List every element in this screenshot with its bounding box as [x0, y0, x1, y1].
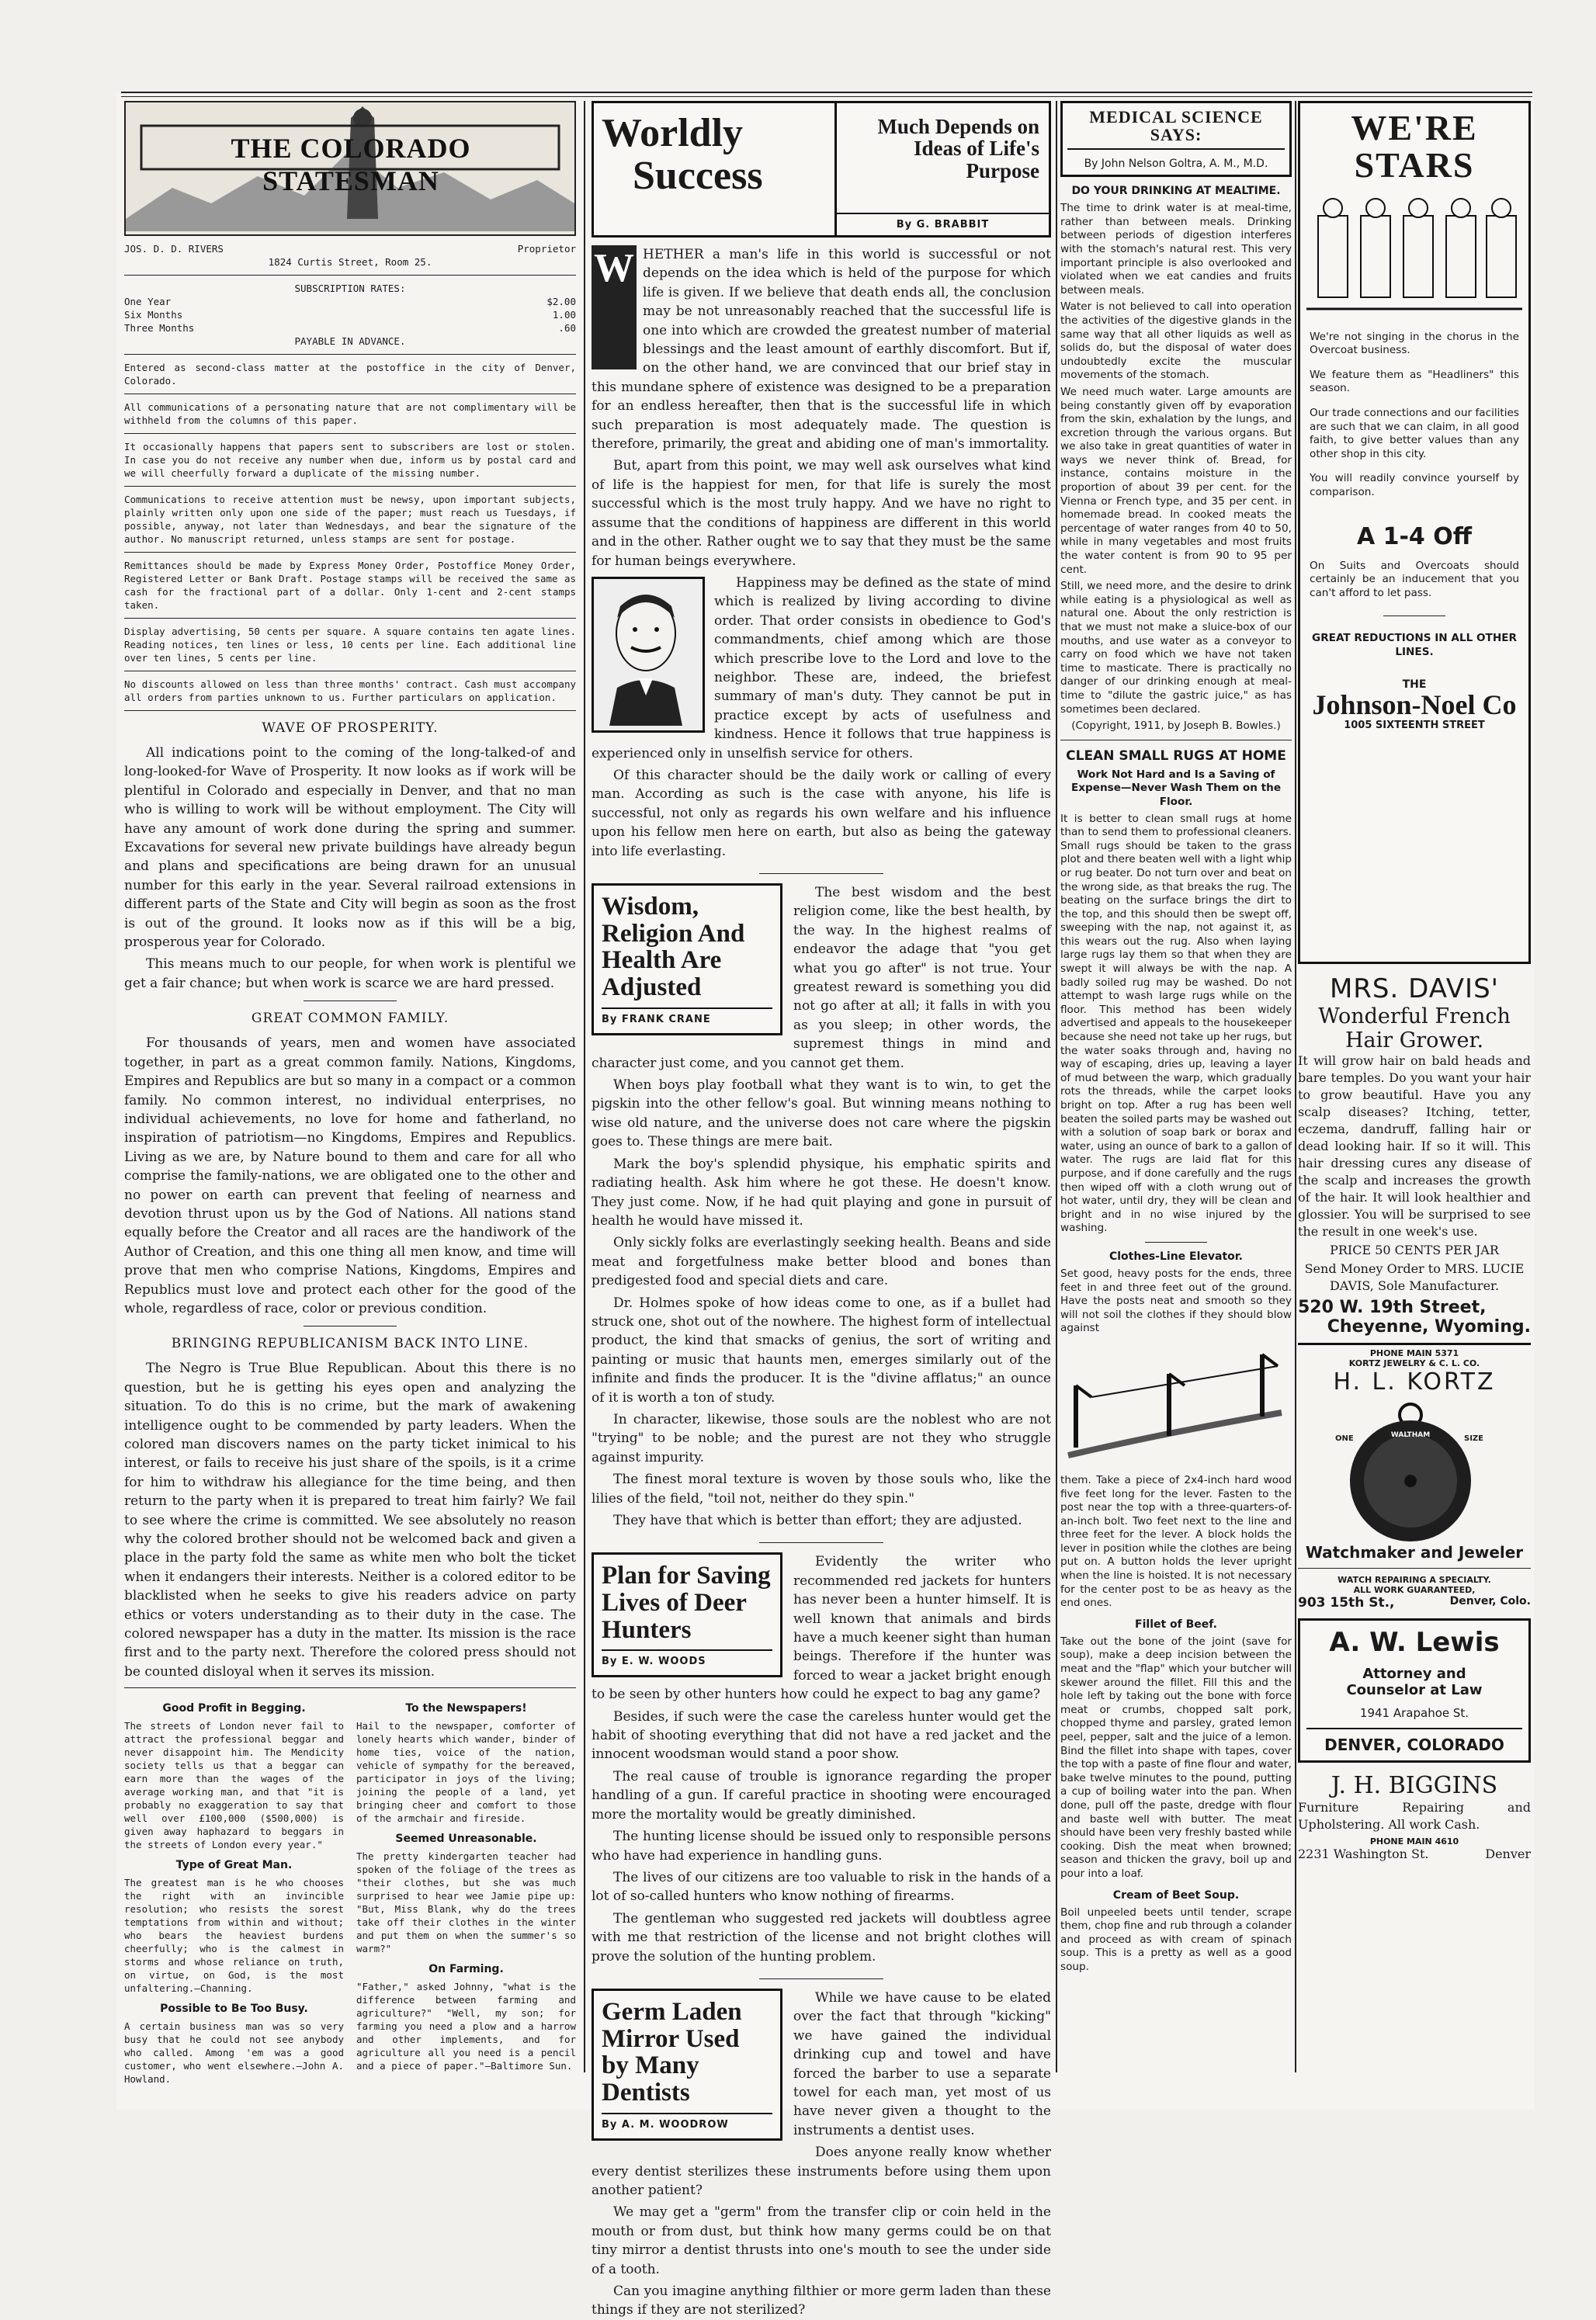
worldly-title-1: Worldly: [602, 111, 744, 155]
portrait-image: [592, 577, 705, 733]
article-paragraph: But, apart from this point, we may well ask ourselves what kind of life is the happiest for men, for that life is surely the most successful which is the most truly happy. And we have no right to assume that the conditions of happiness are different in this world and in the other. Rather ought we to say that they must be the same for human beings everywhere.: [592, 458, 1051, 569]
subscription-heading: SUBSCRIPTION RATES:: [294, 283, 406, 294]
article-paragraph: In character, likewise, those souls are the noblest who are not "trying" to be noble; and the purest are not they who struggle against impurity.: [592, 1411, 1051, 1465]
ad-biggins-text: Furniture Repairing and Upholstering. All work Cash.: [1298, 1799, 1531, 1832]
ad-lewis-address: 1941 Arapahoe St.: [1359, 1705, 1469, 1720]
ad-kortz-phone: PHONE MAIN 5371: [1369, 1347, 1459, 1358]
article-paragraph: The gentleman who suggested red jackets will doubtless agree with me that restriction of the license and not bright clothes will prove the solution of the hunting problem.: [592, 1910, 1051, 1965]
editorial-heading: BRINGING REPUBLICANISM BACK INTO LINE.: [171, 1336, 529, 1352]
ad-davis-street: 520 W. 19th Street,: [1298, 1297, 1487, 1317]
ad-johnson-noel: [1298, 101, 1531, 964]
editorial-paragraph: For thousands of years, men and women have associated together, in part as a great common family. Nations, Kingdoms, Empires and Republics are but so many in a compact or a common family. No common interest, no individual enterprises, no individual achievements, no love for home and fatherland, no inspiration of patriotism—no Kingdoms, Empires and Republics. Living as we are, by Nature bound to them and care for all who comprise the family-nations, we are obligated one to the other and no power on earth can prevent that feeling of nearness and devotion thrust upon us by the God of Nations. All nations stand equally before the Creator and all races are the handiwork of the Author of Creation, and this one thing all men know, and time will prove that men who comprise Nations, Kingdoms, Empires and Republics must love and protect each other for the good of the whole, regardless of race, color or previous condition.: [124, 1035, 576, 1316]
clothesline-text: Set good, heavy posts for the ends, three feet in and three feet out of the ground. Have the posts neat and smooth so they will not soil the clothes if they should blow against: [1060, 1267, 1292, 1335]
medical-paragraph: We need much water. Large amounts are being constantly given off by evaporation from the skin, exhalation by the lungs, and excretion through the various organs. But we also take in great quantities of water in ways we never think of. Bread, for instance, contains moisture in the proportion of about 39 per cent. for the Vienna or French type, and 35 per cent. in homemade bread. In cooked meats the percentage of water ranges from 40 to 50, while in many vegetables and most fruits the water content is from 90 to 95 per cent.: [1060, 385, 1292, 576]
drop-cap: W: [592, 245, 637, 369]
watch-one-label: ONE: [1335, 1434, 1354, 1443]
soup-heading: Cream of Beet Soup.: [1112, 1888, 1240, 1902]
ad-stars-the: THE: [1402, 678, 1427, 691]
column-household: [1060, 101, 1292, 2080]
ad-kortz-repair: WATCH REPAIRING A SPECIALTY.: [1338, 1574, 1491, 1585]
worldly-byline: By G. BRABBIT: [837, 213, 1049, 235]
rugs-headline: CLEAN SMALL RUGS AT HOME: [1066, 747, 1286, 764]
worldly-side-title: Much Depends on Ideas of Life's Purpose: [877, 115, 1039, 182]
wisdom-title: Wisdom, Religion And Health Are Adjusted: [602, 893, 745, 1001]
ad-biggins-name: J. H. BIGGINS: [1331, 1771, 1498, 1799]
publisher-name: JOS. D. D. RIVERS: [124, 243, 224, 255]
short-text: The pretty kindergarten teacher had spoken of the foliage of the trees as "their clothes, but she was much surprised to hear wee Jamie pipe up: "But, Miss Blank, why do the trees take off their clothes in the winter and put them on when the summer's so warm?": [356, 1850, 576, 1955]
deer-byline: By E. W. WOODS: [602, 1649, 772, 1667]
wisdom-title-box: [592, 883, 782, 1035]
article-paragraph: Happiness may be defined as the state of mind which is realized by living according to divine order. That order consists in obedience to God's commandments, chief among which are those which prescribe love to the Lord and love to the neighbor. These are, indeed, the briefest summary of man's duty. They cannot be put in practice except by acts of usefulness and kindness. Hence it follows that true happiness is experienced only in unselfish service for others.: [592, 574, 1051, 761]
notice: No discounts allowed on less than three months' contract. Cash must accompany all orders from parties unknown to us. Further particulars on application.: [124, 678, 576, 703]
rugs-subhead: Work Not Hard and Is a Saving of Expense—Never Wash Them on the Floor.: [1070, 768, 1282, 808]
editorial-paragraph: This means much to our people, for when work is plentiful we get a fair chance; but when work is scarce we are hard pressed.: [124, 956, 576, 991]
short-items: [124, 1694, 576, 2089]
article-paragraph: Can you imagine anything filthier or more germ laden than these things if they are not sterilized?: [592, 2284, 1051, 2318]
ad-davis-text: It will grow hair on bald heads and bare temples. Do you want your hair to grow beautiful. Have you any scalp diseases? Itching, tetter, eczema, dandruff, falling hair or dead looking hair. If so it will. This hair dressing cures any disease of the scalp and increases the growth of the hair. It will look healthier and glossier. You will be surprised to see the result in one week's use.: [1298, 1053, 1531, 1239]
column-rule: [584, 101, 585, 2072]
medical-banner: MEDICAL SCIENCE SAYS:: [1067, 108, 1285, 150]
clothesline-heading: Clothes-Line Elevator.: [1109, 1250, 1243, 1263]
deer-title-box: [592, 1552, 782, 1677]
publisher-role: Proprietor: [517, 243, 576, 255]
ad-kortz: [1298, 1343, 1531, 1611]
ad-kortz-address: 903 15th St.,: [1298, 1594, 1395, 1611]
ad-lewis-city: DENVER, COLORADO: [1306, 1728, 1522, 1754]
medical-paragraph: Water is not believed to call into operation the activities of the digestive glands in the same way that all other liquids as well as solids do, but the disposal of water does undoubtedly excite the muscular movements of the stomach.: [1060, 300, 1292, 382]
subscription-table: [124, 295, 576, 335]
article-paragraph: The hunting license should be issued only to responsible persons who have had experience in handling guns.: [592, 1829, 1051, 1864]
ad-kortz-company: KORTZ JEWELRY & C. L. CO.: [1348, 1358, 1480, 1368]
payable-note: PAYABLE IN ADVANCE.: [294, 335, 406, 347]
germ-title: Germ Laden Mirror Used by Many Dentists: [602, 1997, 742, 2107]
article-paragraph: The finest moral texture is woven by those souls who, like the lilies of the field, "toil not, neither do they spin.": [592, 1472, 1051, 1507]
short-heading: Type of Great Man.: [175, 1859, 293, 1872]
ad-davis: [1298, 973, 1531, 1337]
medical-headline: DO YOUR DRINKING AT MEALTIME.: [1071, 185, 1281, 198]
ad-stars-illustration: [1306, 185, 1522, 317]
clothesline-text: them. Take a piece of 2x4-inch hard wood five feet long for the lever. Fasten to the post near the top with a three-quarters-of-an-inch bolt. Two feet next to the line and three feet for the lever. A block holds the lever in position while the clothes are being put on. A button holds the lever upright when the line is hoisted. It is not necessary for the center post to be as heavy as the end ones.: [1060, 1473, 1292, 1610]
notice: All communications of a personating nature that are not complimentary will be withheld from the columns of this paper.: [124, 401, 576, 426]
notice: Entered as second-class matter at the postoffice in the city of Denver, Colorado.: [124, 362, 576, 387]
ad-davis-city: Cheyenne, Wyoming.: [1327, 1316, 1531, 1337]
fillet-heading: Fillet of Beef.: [1135, 1618, 1217, 1631]
column-ads: [1298, 101, 1531, 2080]
ad-davis-line2: Wonderful French: [1318, 1004, 1511, 1028]
medical-author: By John Nelson Goltra, A. M., M.D.: [1084, 158, 1268, 171]
article-paragraph: HETHER a man's life in this world is successful or not depends on the idea which is held of the purpose for which life is given. If we believe that death ends all, the conclusion may be not unreasonably reached that the successful life is one into which are crowded the greatest number of material blessings and the least amount of earthly discomfort. But if, on the other hand, we are convinced that our brief stay in this mundane sphere of existence was designed to be a preparation for an endless hereafter, then that is the successful life in which such preparation is most adequately made. The question is therefore, primarily, the great and abiding one of man's immortality.: [592, 247, 1051, 453]
masthead: [124, 101, 576, 236]
editorial-heading: WAVE OF PROSPERITY.: [262, 720, 439, 736]
short-text: Hail to the newspaper, comforter of lonely hearts which wander, binder of home ties, voice of the nation, vehicle of sympathy for the bereaved, participator in joys of the living; joining the people of a land, yet bringing cheer and comfort to those of the armchair and fireside.: [356, 1720, 576, 1825]
editorial-heading: GREAT COMMON FAMILY.: [251, 1011, 449, 1027]
worldly-title-2: Success: [633, 153, 763, 198]
article-paragraph: Only sickly folks are everlastingly seeking health. Beans and side meat and forgetfulness make better blood and bones than predigested food and special diets and care.: [592, 1235, 1051, 1289]
ad-stars-offer: A 1-4 Off: [1356, 522, 1473, 550]
short-heading: Seemed Unreasonable.: [395, 1833, 537, 1846]
ad-stars-line: Our trade connections and our facilities are such that we can claim, in all good faith, to give better values than any other shop in this city.: [1310, 406, 1519, 460]
fillet-text: Take out the bone of the joint (save for soup), make a deep incision between the meat and the "flap" which your butcher will skewer around the fillet. Fill this and the hole left by taking out the bone with force meat or crumbs, chopped salt pork, chopped thyme and parsley, grated lemon peel, pepper, salt and the juice of a lemon. Bind the fillet into shape with tapes, cover the top with a paste of fine flour and water, bake twelve minutes to the pound, putting a cup of boiling water into the pan. When done, pull off the paste, dredge with flour and baste well with butter. The meat should have been very freshly basted while cooking. Dish the meat when browned; season and thicken the gravy, boil up and pour into a loaf.: [1060, 1635, 1292, 1880]
ad-stars-line: We feature them as "Headliners" this season.: [1310, 368, 1519, 395]
ad-davis-line3: Hair Grower.: [1344, 1028, 1484, 1052]
deer-title: Plan for Saving Lives of Deer Hunters: [602, 1562, 771, 1644]
column-editorial: [124, 101, 576, 2086]
germ-title-box: [592, 1989, 782, 2141]
worldly-success-header: [592, 101, 1051, 238]
medical-copyright: (Copyright, 1911, by Joseph B. Bowles.): [1071, 720, 1281, 733]
publisher-address: 1824 Curtis Street, Room 25.: [268, 256, 432, 268]
ad-lewis-role2: Counselor at Law: [1346, 1681, 1483, 1698]
article-paragraph: When boys play football what they want is to win, to get the pigskin into the other fellow's goal. But winning means nothing to wise old nature, and the universe does not care where the pigskin goes to. These things are mere bait.: [592, 1077, 1051, 1150]
ad-stars-line: You will readily convince yourself by comparison.: [1310, 472, 1519, 498]
article-paragraph: They have that which is better than effort; they are adjusted.: [613, 1513, 1022, 1528]
article-paragraph: Besides, if such were the case the careless hunter would get the habit of shooting everything that did not have a red jacket and the innocent woodsman would stand a poor show.: [592, 1708, 1051, 1763]
publisher-line: [124, 242, 576, 255]
medical-banner-box: [1060, 101, 1292, 177]
ad-kortz-trade: Watchmaker and Jeweler: [1305, 1542, 1524, 1562]
clothesline-illustration: [1060, 1339, 1285, 1471]
ad-stars-line: We're not singing in the chorus in the Overcoat business.: [1310, 330, 1519, 357]
article-paragraph: The best wisdom and the best religion come, like the best health, by the way. In the highest realms of endeavor the adage that "you get what you go after" is not true. Your greatest reward is something you did not go after at all; it falls in with you as you sleep; in other words, the supremest things in mind and character just come, and you cannot get them.: [592, 885, 1051, 1071]
ad-biggins: [1298, 1772, 1531, 1861]
notice: It occasionally happens that papers sent to subscribers are lost or stolen. In case you do not receive any number when due, inform us by postal card and we will cheerfully forward a duplicate of the missing number.: [124, 441, 576, 479]
ad-kortz-address-row: [1298, 1595, 1531, 1611]
ad-biggins-address: 2231 Washington St.: [1298, 1846, 1429, 1861]
soup-text: Boil unpeeled beets until tender, scrape them, chop fine and rub through a colander and proceed as with cream of spinach soup. This is a pretty as well as a good soup.: [1060, 1906, 1292, 1973]
notice: Communications to receive attention must be newsy, upon important subjects, plainly written only upon one side of the paper; must reach us Tuesdays, if possible, anyway, not later than Wednesdays, and bear the signature of the author. No manuscript returned, unless stamps are sent for postage.: [124, 494, 576, 545]
ad-kortz-name: H. L. KORTZ: [1333, 1368, 1496, 1396]
wisdom-byline: By FRANK CRANE: [602, 1007, 772, 1025]
watch-brand-label: WALTHAM: [1390, 1430, 1431, 1439]
editorial-paragraph: The Negro is True Blue Republican. About this there is no question, but he is getting his eyes open and analyzing the situation. To do this is no crime, but the mark of awakening intelligence ought to be commended by party leaders. When the colored man discovers names on the party ticket inimical to his interest, or fails to receive his just share of the spoils, is it a crime for him to withdraw his allegiance for the time being, and then return to the party when it is prepared to treat him fairly? We fail to see where the crime is committed. We see absolutely no reason why the colored brother should not be welcomed back and given a place in the party fold the same as white men who bolt the ticket when it endangers their interests. Neither is a colored editor to be blacklisted when he seeks to give his readers advice on party ethics or voters understanding as to their duty in the case. The colored newspaper has a duty in the matter. Its mission is the race first and to the party next. Therefore the colored press should not be counted disloyal when it serves its mission.: [124, 1361, 576, 1680]
article-paragraph: Mark the boy's splendid physique, his emphatic spirits and radiating health. Ask him where he got these. He doesn't know. They just come. Now, if he had quit playing and gone in pursuit of health he would have missed it.: [592, 1156, 1051, 1229]
short-text: The greatest man is he who chooses the right with an invincible resolution; who resists the sorest temptations from within and without; who bears the heaviest burdens cheerfully; who is the calmest in storms and whose reliance on truth, on virtue, on God, is the most unfaltering.—Channing.: [124, 1877, 344, 1995]
short-heading: On Farming.: [428, 1963, 504, 1976]
column-rule: [1295, 101, 1296, 2072]
short-heading: Possible to Be Too Busy.: [160, 2003, 308, 2016]
ad-lewis: [1298, 1618, 1531, 1763]
ad-kortz-guarantee: ALL WORK GUARANTEED,: [1353, 1584, 1476, 1595]
medical-paragraph: The time to drink water is at meal-time, rather than between meals. Drinking between periods of digestion interferes with the stomach's natural rest. This very important principle is also overlooked and violated when we eat candies and fruits between meals.: [1060, 202, 1292, 297]
short-text: A certain business man was so very busy that he could not see anybody who called. Among 'em was a good customer, who went elsewhere.—John A. Howland.: [124, 2020, 344, 2086]
short-text: "Father," asked Johnny, "what is the difference between farming and agriculture?" "Well, my son; for farming you need a plow and a harrow and other implements, and for agriculture all you need is a pencil and a piece of paper."—Baltimore Sun.: [356, 1981, 576, 2072]
ad-biggins-address-row: [1298, 1847, 1531, 1861]
notice: Display advertising, 50 cents per square. A square contains ten agate lines. Reading notices, ten lines or less, 10 cents per line. Each additional line over ten lines, 5 cents per line.: [124, 626, 576, 664]
short-heading: Good Profit in Begging.: [162, 1702, 306, 1715]
ad-davis-name: MRS. DAVIS': [1329, 973, 1500, 1004]
masthead-title: THE COLORADO STATESMAN: [231, 133, 471, 196]
subscription-row: Six Months 1.00: [124, 309, 576, 321]
ad-biggins-phone: PHONE MAIN 4610: [1369, 1836, 1459, 1847]
germ-byline: By A. M. WOODROW: [602, 2113, 772, 2131]
medical-paragraph: Still, we need more, and the desire to drink while eating is a physiological as well as natural one. About the only restriction is that we must not make a sluice-box of our mouths, and use water as a conveyor to carry on food which we have not taken time to masticate. There is practically no danger of our drinking enough at meal-time to "dilute the gastric juice," as has sometimes been declared.: [1060, 580, 1292, 716]
subscription-row: One Year $2.00: [124, 296, 576, 307]
ad-stars-reductions: GREAT REDUCTIONS IN ALL OTHER LINES.: [1312, 632, 1517, 658]
article-paragraph: Of this character should be the daily work or calling of every man. According as such is the case with anyone, his life is successful, not only as regards his own welfare and his influence upon his fellow men here on earth, but also as being the gateway into life everlasting.: [592, 767, 1051, 859]
top-rule: [121, 92, 1532, 93]
pocket-watch-icon: [1298, 1396, 1531, 1543]
short-text: The streets of London never fail to attract the professional beggar and never disappoint him. The Mendicity society tells us that a beggar can earn more than the wages of the average working man, and that "it is probably no exaggeration to say that well over £100,000 ($500,000) is given away haphazard to beggars in the streets of London every year.": [124, 1720, 344, 1851]
short-heading: To the Newspapers!: [405, 1702, 527, 1715]
ad-lewis-name: A. W. Lewis: [1329, 1626, 1500, 1658]
ad-stars-firm: Johnson-Noel Co: [1312, 688, 1517, 720]
ad-lewis-role: Attorney and: [1362, 1665, 1466, 1682]
column-features: [592, 101, 1051, 2318]
article-paragraph: We may get a "germ" from the transfer clip or coin held in the mouth or from dust, but think how many germs could be on that tiny mirror a dentist thrusts into one's mouth to see the under side of a tooth.: [592, 2204, 1051, 2277]
ad-biggins-city: Denver: [1485, 1846, 1531, 1861]
subscription-row: Three Months .60: [124, 322, 576, 334]
editorial-paragraph: All indications point to the coming of the long-talked-of and long-looked-for Wave of Prosperity. It now looks as if work will be plentiful in Colorado and especially in Denver, and that no man who is willing to work will be without employment. The City will have any amount of work done during the spring and summer. Excavations for several new private buildings have already begun and plans and specifications are being drawn for an unusual number for this early in the year. Several railroad extensions in different parts of the State and City will begin as soon as the frost is out of the ground. It looks now as if this will be a big, prosperous year for Colorado.: [124, 745, 576, 951]
ad-stars-title: WE'RE STARS: [1351, 108, 1478, 186]
article-paragraph: Evidently the writer who recommended red jackets for hunters has never been a hunter himself. It is well known that animals and birds have a much keener sight than human beings. Therefore if the hunter was forced to wear a jacket bright enough to be seen by other hunters how could he expect to bag any game?: [592, 1554, 1051, 1703]
ad-davis-price: PRICE 50 CENTS PER JAR: [1330, 1243, 1499, 1257]
ad-stars-address: 1005 SIXTEENTH STREET: [1344, 720, 1485, 732]
notice: Remittances should be made by Express Money Order, Postoffice Money Order, Registered Letter or Bank Draft. Postage stamps will be received the same as cash for the fractional part of a dollar. Only 1-cent and 2-cent stamps taken.: [124, 560, 576, 611]
article-paragraph: Dr. Holmes spoke of how ideas come to one, as if a bullet had struck one, shot out of the nowhere. The highest form of intellectual product, the kind that smacks of genius, the sort of writing and painting or music that haunts men, emerges similarly out of the infinite and finds the producer. It is the "divine afflatus;" an ounce of it is worth a ton of study.: [592, 1295, 1051, 1406]
ad-stars-offer-text: On Suits and Overcoats should certainly be an inducement that you can't afford to let pass.: [1310, 559, 1519, 599]
article-paragraph: While we have cause to be elated over the fact that through "kicking" we have gained the individual drinking cup and towel and have forced the barber to use a separate towel for each man, yet most of us have never given a thought to the instruments a dentist uses.: [793, 1989, 1051, 2138]
ad-kortz-city: Denver, Colo.: [1449, 1594, 1531, 1607]
top-rule-thin: [121, 96, 1532, 97]
column-rule: [1056, 101, 1057, 2072]
rugs-paragraph: It is better to clean small rugs at home than to send them to professional cleaners. Small rugs should be taken to the grass plot and there beaten well with a light whip or rug beater. Do not turn over and beat on the wrong side, as that breaks the rug. The beating on the surface brings the dirt to the top, and this should then be swept off, sweeping with the nap, not against it, as this wears out the rug. Also when laying large rugs lay them so that when they are swept it will always be with the nap. A badly soiled rug may be washed. Do not attempt to wash large rugs while on the floor. This method has been widely advertised and appeals to the housekeeper because she need not take up her rugs, but the water soaks through and, having no way of escaping, dries up, leaving a layer of mud between the warp, which gradually rots the threads, while the carpet looks bright on top. After a rug has been well beaten the soiled parts may be washed out with a solution of soap bark or borax and water, using an ounce of bark to a gallon of water. The rugs are laid flat for this purpose, and if done carefully and the rugs then wiped off with a cloth wrung out of hot water, until dry, they will be clean and bright and in no wise injured by the washing.: [1060, 812, 1292, 1235]
watch-size-label: SIZE: [1464, 1434, 1484, 1443]
article-paragraph: The lives of our citizens are too valuable to risk in the hands of a lot of so-called hunters who know nothing of firearms.: [592, 1869, 1051, 1905]
ad-davis-order: Send Money Order to MRS. LUCIE DAVIS, Sole Manufacturer.: [1304, 1261, 1525, 1293]
article-paragraph: The real cause of trouble is ignorance regarding the proper handling of a gun. If careful practice in shooting were encouraged more the mortality would be greatly diminished.: [592, 1768, 1051, 1822]
article-paragraph: Does anyone really know whether every dentist sterilizes these instruments before using them upon another patient?: [592, 2145, 1051, 2198]
